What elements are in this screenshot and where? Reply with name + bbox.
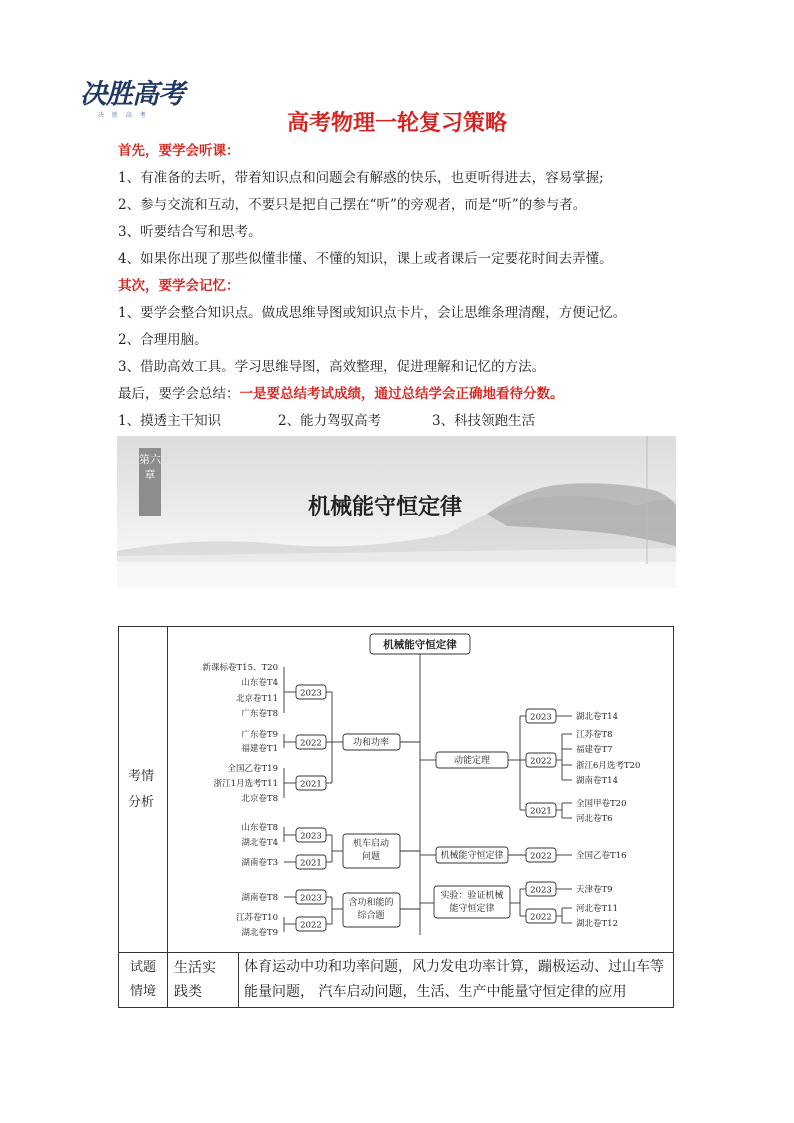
table-divider <box>118 952 674 953</box>
leaf-label: 新课标卷T15、T20 <box>202 663 278 673</box>
goal-3: 3、科技领跑生活 <box>432 413 536 429</box>
leaf-label: 全国乙卷T16 <box>576 851 627 861</box>
section1-item: 1、有准备的去听，带着知识点和问题会有解惑的快乐，也更听得进去，容易掌握; <box>118 170 604 186</box>
topic-label: 问题 <box>361 852 381 862</box>
leaf-label: 湖北卷T4 <box>241 838 278 848</box>
summary-highlight: 一是要总结考试成绩，通过总结学会正确地看待分数。 <box>239 386 564 402</box>
year-label: 2022 <box>530 756 552 767</box>
leaf-label: 湖北卷T9 <box>241 928 278 938</box>
section2-item: 2、合理用脑。 <box>118 332 208 348</box>
leaf-label: 河北卷T6 <box>576 814 613 824</box>
leaf-label: 湖南卷T3 <box>241 858 278 868</box>
year-label: 2021 <box>530 806 552 817</box>
section2-item: 1、要学会整合知识点。做成思维导图或知识点卡片，会让思维条理清醒，方便记忆。 <box>118 305 627 321</box>
context-type: 生活实 践类 <box>174 960 216 1000</box>
chapter-title: 机械能守恒定律 <box>308 495 463 520</box>
year-label: 2023 <box>530 712 552 723</box>
root-label: 机械能守恒定律 <box>383 639 457 651</box>
leaf-label: 湖南卷T8 <box>241 893 278 903</box>
section1-item: 2、参与交流和互动，不要只是把自己摆在“听”的旁观者，而是“听”的参与者。 <box>118 197 587 213</box>
leaf-label: 湖北卷T14 <box>576 712 618 722</box>
section1-item: 3、听要结合写和思考。 <box>118 224 262 240</box>
topic-label: 实验：验证机械 <box>440 891 504 901</box>
year-label: 2022 <box>530 912 552 923</box>
leaf-label: 湖南卷T14 <box>576 776 618 786</box>
section1-item: 4、如果你出现了那些似懂非懂、不懂的知识，课上或者课后一定要花时间去弄懂。 <box>118 251 613 267</box>
context-content: 体育运动中功和功率问题，风力发电功率计算，蹦极运动、过山车等能量问题， 汽车启动问题，生活、生产中能量守恒定律的应用 <box>244 959 664 1000</box>
section1-heading: 首先，要学会听课： <box>118 143 240 159</box>
year-label: 2021 <box>300 779 322 790</box>
goal-1: 1、摸透主干知识 <box>118 413 222 429</box>
row-label-context: 试题 情境 <box>130 960 157 999</box>
logo-subtitle: 决 胜 高 考 <box>98 112 149 119</box>
year-label: 2021 <box>300 858 322 869</box>
mind-map <box>168 627 674 952</box>
year-label: 2023 <box>300 688 322 699</box>
year-label: 2023 <box>530 885 552 896</box>
leaf-label: 山东卷T8 <box>241 823 278 833</box>
page-title: 高考物理一轮复习策略 <box>286 111 507 136</box>
year-label: 2023 <box>300 831 322 842</box>
row-label-analysis: 考情 分析 <box>128 769 155 810</box>
leaf-label: 福建卷T7 <box>576 745 613 755</box>
topic-label: 能守恒定律 <box>449 904 495 914</box>
leaf-label: 江苏卷T8 <box>576 730 613 740</box>
topic-label: 机车启动 <box>352 839 390 849</box>
leaf-label: 福建卷T1 <box>241 744 278 754</box>
table-divider <box>238 952 239 1008</box>
leaf-label: 浙江1月选考T11 <box>213 779 278 789</box>
year-label: 2022 <box>530 851 552 862</box>
topic-label: 含功和能的 <box>348 898 394 908</box>
summary-prefix: 最后，要学会总结： <box>118 386 240 402</box>
leaf-label: 河北卷T11 <box>576 904 618 914</box>
leaf-label: 山东卷T4 <box>241 678 278 688</box>
summary-line <box>118 385 564 403</box>
leaf-label: 广东卷T9 <box>241 730 278 740</box>
leaf-label: 全国乙卷T19 <box>227 764 278 774</box>
leaf-label: 江苏卷T10 <box>236 913 278 923</box>
goal-2: 2、能力驾驭高考 <box>278 413 382 429</box>
section2-heading: 其次，要学会记忆： <box>118 278 240 294</box>
year-label: 2022 <box>300 738 322 749</box>
leaf-label: 湖北卷T12 <box>576 919 618 929</box>
leaf-label: 浙江6月选考T20 <box>576 761 641 771</box>
logo-text: 决胜高考 <box>80 79 184 110</box>
leaf-label: 全国甲卷T20 <box>576 799 627 809</box>
leaf-label: 广东卷T8 <box>241 709 278 719</box>
leaf-label: 北京卷T11 <box>236 694 278 704</box>
leaf-label: 北京卷T8 <box>241 794 278 804</box>
topic-label: 动能定理 <box>453 756 491 766</box>
topic-label: 机械能守恒定律 <box>440 851 504 861</box>
topic-label: 功和功率 <box>352 738 390 748</box>
year-label: 2022 <box>300 920 322 931</box>
section2-item: 3、借助高效工具。学习思维导图，高效整理，促进理解和记忆的方法。 <box>118 359 546 375</box>
chapter-tag: 第六章 <box>139 448 161 516</box>
leaf-label: 天津卷T9 <box>576 885 613 895</box>
year-label: 2023 <box>300 893 322 904</box>
topic-label: 综合题 <box>357 911 385 921</box>
